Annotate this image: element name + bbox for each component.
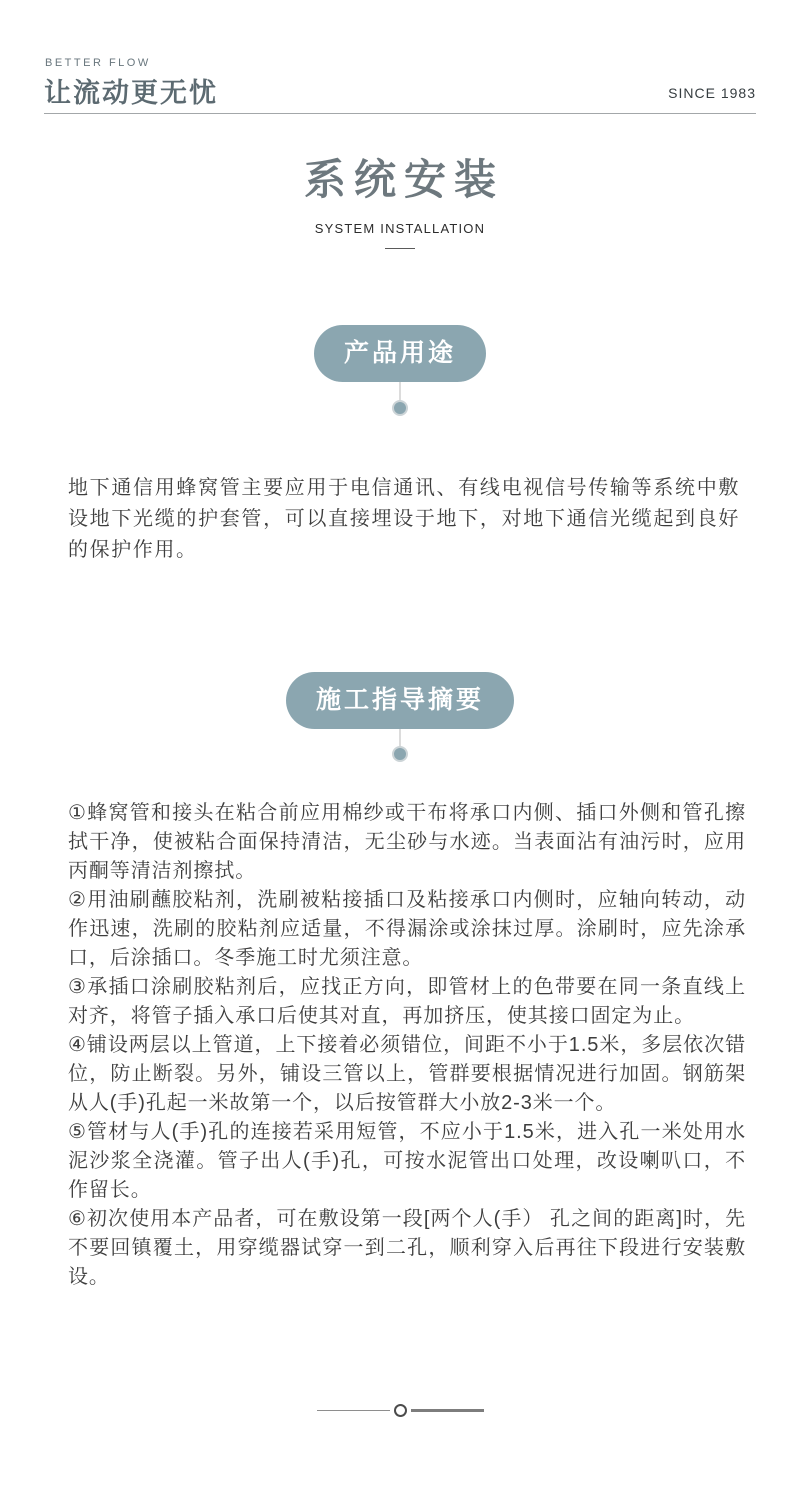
divider-line-right bbox=[411, 1409, 484, 1412]
divider-line-left bbox=[317, 1410, 390, 1411]
guidance-item-2: ②用油刷蘸胶粘剂，洗刷被粘接插口及粘接承口内侧时，应轴向转动，动作迅速，洗刷的胶粘剂应适量，不得漏涂或涂抹过厚。涂刷时，应先涂承口，后涂插口。冬季施工时尤须注意。 bbox=[68, 889, 746, 969]
since-label: SINCE 1983 bbox=[668, 85, 756, 101]
page-subtitle: SYSTEM INSTALLATION bbox=[314, 221, 486, 236]
brand-tagline: BETTER FLOW bbox=[45, 57, 151, 69]
guidance-item-6: ⑥初次使用本产品者，可在敷设第一段[两个人(手） 孔之间的距离]时，先不要回镇覆土，用穿缆器试穿一到二孔，顺利穿入后再往下段进行安装敷设。 bbox=[68, 1208, 746, 1288]
title-block bbox=[0, 147, 800, 249]
connector-line bbox=[399, 382, 401, 402]
footer-divider bbox=[0, 1404, 800, 1417]
connector-dot-icon bbox=[392, 746, 408, 762]
section-badge-product-use: 产品用途 bbox=[314, 325, 486, 382]
guidance-item-1: ①蜂窝管和接头在粘合前应用棉纱或干布将承口内侧、插口外侧和管孔擦拭干净，使被粘合面保持清洁，无尘砂与水迹。当表面沾有油污时，应用丙酮等清洁剂擦拭。 bbox=[68, 802, 746, 882]
guidance-list bbox=[68, 799, 746, 1292]
divider-circle-icon bbox=[394, 1404, 407, 1417]
section-badge-product-use-wrap bbox=[0, 325, 800, 382]
title-dash-divider bbox=[385, 248, 415, 249]
guidance-item-3: ③承插口涂刷胶粘剂后，应找正方向，即管材上的色带要在同一条直线上对齐，将管子插入承口后使其对直，再加挤压，使其接口固定为止。 bbox=[68, 976, 746, 1027]
page-title: 系统安装 bbox=[303, 156, 504, 203]
guidance-item-5: ⑤管材与人(手)孔的连接若采用短管，不应小于1.5米，进入孔一米处用水泥沙浆全浇灌。管子出人(手)孔，可按水泥管出口处理，改设喇叭口，不作留长。 bbox=[68, 1121, 746, 1201]
brand-logo: 让流动更无忧 bbox=[44, 78, 218, 108]
section-badge-guidance-wrap bbox=[0, 672, 800, 729]
connector-dot-icon bbox=[392, 400, 408, 416]
guidance-item-4: ④铺设两层以上管道，上下接着必须错位，间距不小于1.5米，多层依次错位，防止断裂。另外，铺设三管以上，管群要根据情况进行加固。钢筋架从人(手)孔起一米故第一个，以后按管群大小放2-3米一个。 bbox=[68, 1034, 746, 1114]
product-use-paragraph: 地下通信用蜂窝管主要应用于电信通讯、有线电视信号传输等系统中敷设地下光缆的护套管，可以直接埋设于地下，对地下通信光缆起到良好的保护作用。 bbox=[68, 477, 740, 561]
page-header bbox=[44, 0, 756, 114]
section-badge-guidance: 施工指导摘要 bbox=[286, 672, 514, 729]
